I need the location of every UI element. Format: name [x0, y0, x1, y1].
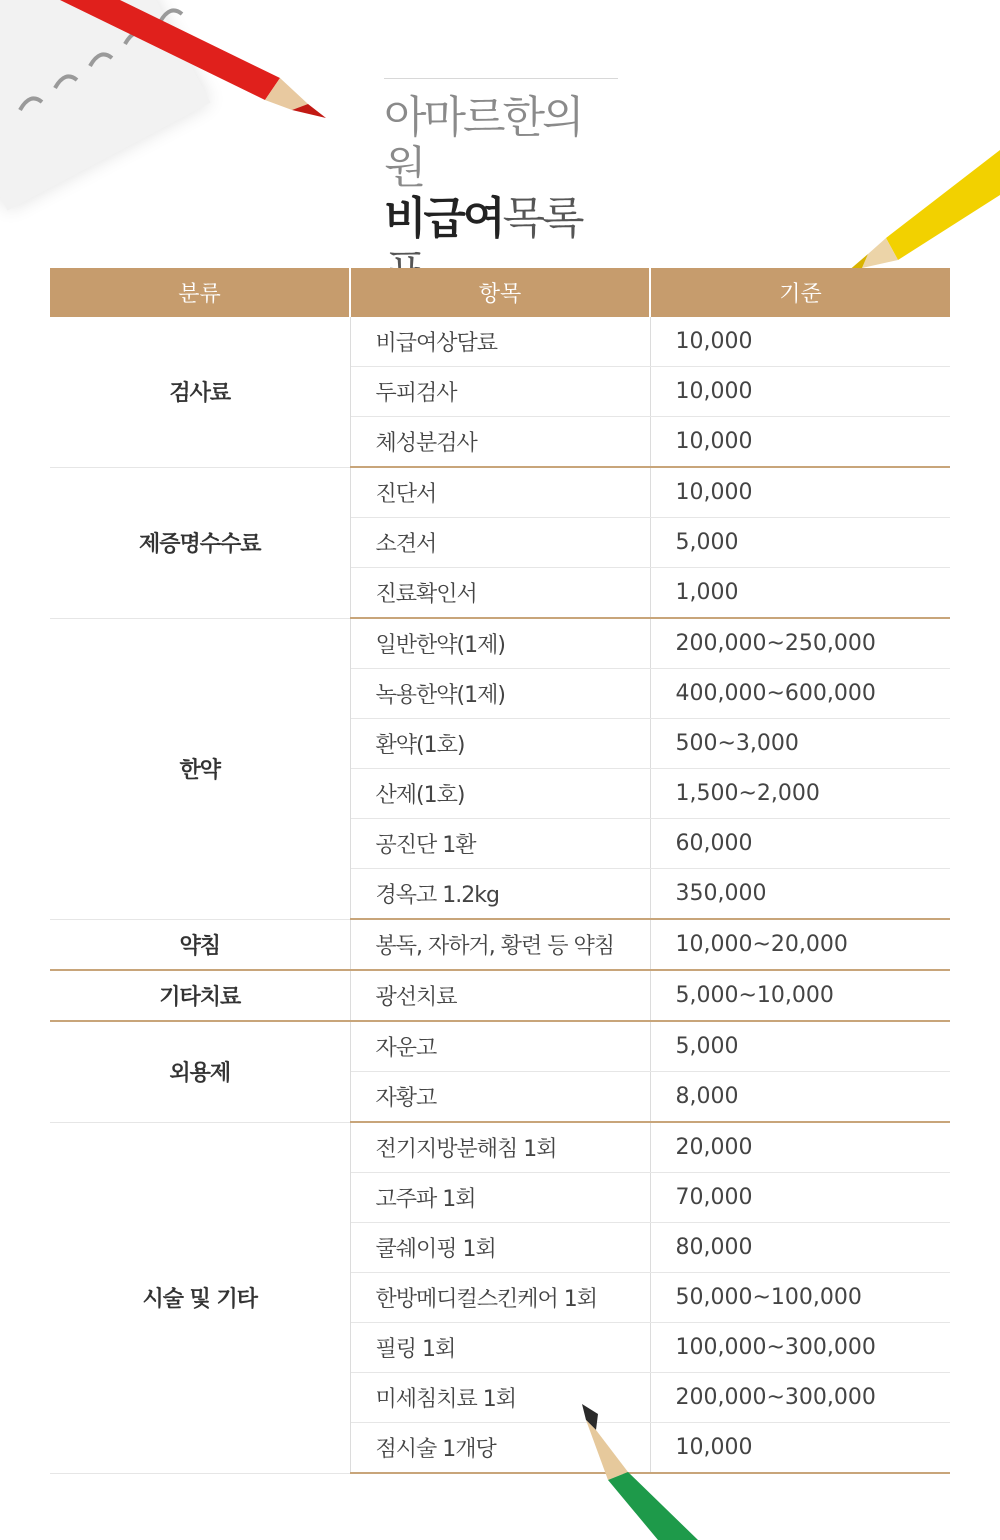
table-row: [50, 919, 950, 970]
item-cell: 전기지방분해침 1회: [350, 1122, 650, 1173]
title-rest: 목록: [502, 193, 582, 244]
category-cell: 기타치료: [50, 970, 350, 1021]
item-cell: 점시술 1개당: [350, 1423, 650, 1474]
table-row: [50, 467, 950, 518]
item-cell: 필링 1회: [350, 1323, 650, 1373]
title-bold: 비급여: [384, 193, 503, 244]
item-cell: 진단서: [350, 467, 650, 518]
item-cell: 광선치료: [350, 970, 650, 1021]
price-cell: 10,000: [650, 467, 950, 518]
item-cell: 공진단 1환: [350, 819, 650, 869]
price-cell: 5,000~10,000: [650, 970, 950, 1021]
item-cell: 자황고: [350, 1072, 650, 1123]
item-cell: 환약(1호): [350, 719, 650, 769]
price-cell: 80,000: [650, 1223, 950, 1273]
category-cell: 외용제: [50, 1021, 350, 1122]
category-cell: 제증명수수료: [50, 467, 350, 618]
price-cell: 100,000~300,000: [650, 1323, 950, 1373]
price-cell: 350,000: [650, 869, 950, 920]
item-cell: 쿨쉐이핑 1회: [350, 1223, 650, 1273]
category-cell: 검사료: [50, 317, 350, 467]
price-cell: 1,000: [650, 568, 950, 619]
header-item: 항목: [350, 268, 650, 317]
item-cell: 진료확인서: [350, 568, 650, 619]
item-cell: 체성분검사: [350, 417, 650, 468]
price-cell: 400,000~600,000: [650, 669, 950, 719]
item-cell: 일반한약(1제): [350, 618, 650, 669]
table-row: [50, 618, 950, 669]
item-cell: 봉독, 자하거, 황련 등 약침: [350, 919, 650, 970]
item-cell: 경옥고 1.2kg: [350, 869, 650, 920]
price-table: [50, 268, 950, 1474]
price-cell: 1,500~2,000: [650, 769, 950, 819]
price-cell: 10,000: [650, 367, 950, 417]
price-cell: 10,000: [650, 417, 950, 468]
item-cell: 산제(1호): [350, 769, 650, 819]
item-cell: 자운고: [350, 1021, 650, 1072]
item-cell: 비급여상담료: [350, 317, 650, 367]
price-cell: 500~3,000: [650, 719, 950, 769]
red-pencil-decoration: [60, 0, 340, 130]
price-cell: 10,000~20,000: [650, 919, 950, 970]
item-cell: 소견서: [350, 518, 650, 568]
table-row: [50, 970, 950, 1021]
category-cell: 약침: [50, 919, 350, 970]
price-cell: 60,000: [650, 819, 950, 869]
table-row: [50, 1122, 950, 1173]
price-cell: 10,000: [650, 1423, 950, 1474]
table-row: [50, 317, 950, 367]
item-cell: 한방메디컬스킨케어 1회: [350, 1273, 650, 1323]
price-cell: 50,000~100,000: [650, 1273, 950, 1323]
price-cell: 200,000~250,000: [650, 618, 950, 669]
price-cell: 20,000: [650, 1122, 950, 1173]
category-cell: 시술 및 기타: [50, 1122, 350, 1473]
table-body: [50, 317, 950, 1473]
price-cell: 5,000: [650, 1021, 950, 1072]
price-cell: 5,000: [650, 518, 950, 568]
item-cell: 고주파 1회: [350, 1173, 650, 1223]
item-cell: 두피검사: [350, 367, 650, 417]
green-pencil-decoration: [578, 1400, 708, 1540]
price-cell: 10,000: [650, 317, 950, 367]
price-cell: 8,000: [650, 1072, 950, 1123]
item-cell: 녹용한약(1제): [350, 669, 650, 719]
table-header-row: [50, 268, 950, 317]
yellow-pencil-decoration: [836, 150, 1000, 280]
clinic-name: 아마르한의원: [384, 92, 582, 193]
price-cell: 200,000~300,000: [650, 1373, 950, 1423]
price-cell: 70,000: [650, 1173, 950, 1223]
category-cell: 한약: [50, 618, 350, 919]
item-cell: 미세침치료 1회: [350, 1373, 650, 1423]
header-price: 기준: [650, 268, 950, 317]
header-category: 분류: [50, 268, 350, 317]
table-row: [50, 1021, 950, 1072]
